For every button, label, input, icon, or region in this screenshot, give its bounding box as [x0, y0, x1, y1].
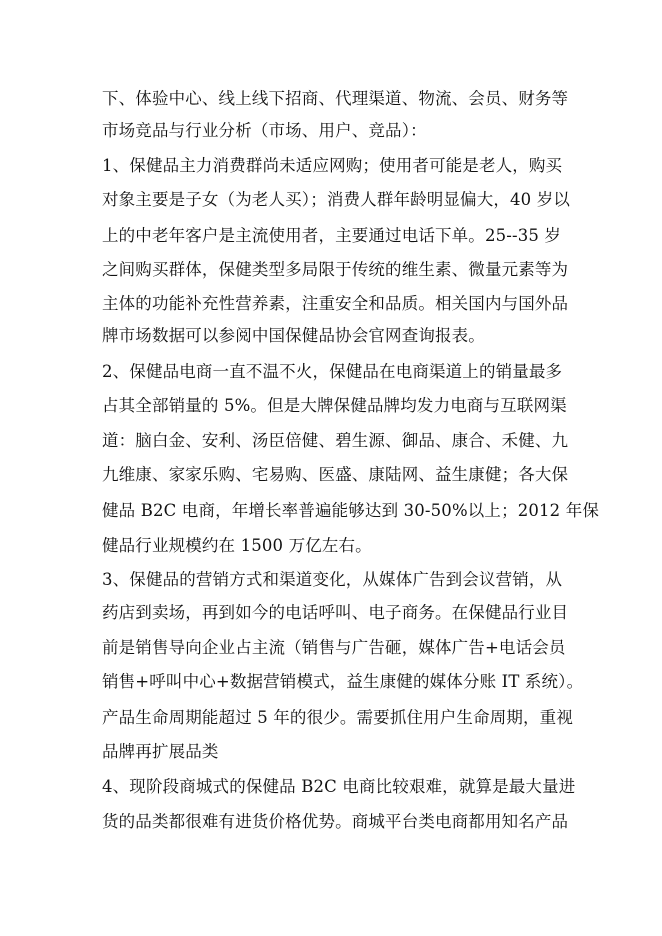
- text-line: 道：脑白金、安利、汤臣倍健、碧生源、御品、康合、禾健、九: [102, 431, 569, 450]
- text-line: 2、保健品电商一直不温不火，保健品在电商渠道上的销量最多: [102, 362, 563, 381]
- text-line: 货的品类都很难有进货价格优势。商城平台类电商都用知名产品: [102, 812, 569, 831]
- text-line: 3、保健品的营销方式和渠道变化，从媒体广告到会议营销，从: [102, 570, 563, 589]
- text-line: 占其全部销量的 5%。但是大牌保健品牌均发力电商与互联网渠: [102, 396, 567, 415]
- text-line: 4、现阶段商城式的保健品 B2C 电商比较艰难，就算是最大量进: [102, 777, 576, 796]
- text-line: 九维康、家家乐购、宅易购、医盛、康陆网、益生康健；各大保: [102, 465, 569, 484]
- text-line: 对象主要是子女（为老人买）；消费人群年龄明显偏大，40 岁以: [102, 190, 570, 209]
- text-line: 上的中老年客户是主流使用者，主要通过电话下单。25--35 岁: [102, 226, 562, 245]
- text-line: 1、保健品主力消费群尚未适应网购；使用者可能是老人，购买: [102, 156, 563, 175]
- text-line: 下、体验中心、线上线下招商、代理渠道、物流、会员、财务等: [102, 89, 569, 108]
- text-line: 前是销售导向企业占主流（销售与广告砸，媒体广告+电话会员: [102, 638, 566, 657]
- text-line: 品牌再扩展品类: [102, 742, 219, 761]
- text-line: 销售+呼叫中心+数据营销模式，益生康健的媒体分账 IT 系统）。: [102, 672, 584, 691]
- text-line: 之间购买群体，保健类型多局限于传统的维生素、微量元素等为: [102, 260, 569, 279]
- text-line: 牌市场数据可以参阅中国保健品协会官网查询报表。: [102, 326, 485, 345]
- text-line: 健品行业规模约在 1500 万亿左右。: [102, 536, 372, 555]
- text-line: 市场竞品与行业分析（市场、用户、竞品）：: [102, 121, 427, 140]
- text-line: 药店到卖场，再到如今的电话呼叫、电子商务。在保健品行业目: [102, 603, 569, 622]
- text-line: 产品生命周期能超过 5 年的很少。需要抓住用户生命周期，重视: [102, 708, 573, 727]
- text-line: 健品 B2C 电商，年增长率普遍能够达到 30-50%以上；2012 年保: [102, 501, 600, 520]
- text-line: 主体的功能补充性营养素，注重安全和品质。相关国内与国外品: [102, 294, 569, 313]
